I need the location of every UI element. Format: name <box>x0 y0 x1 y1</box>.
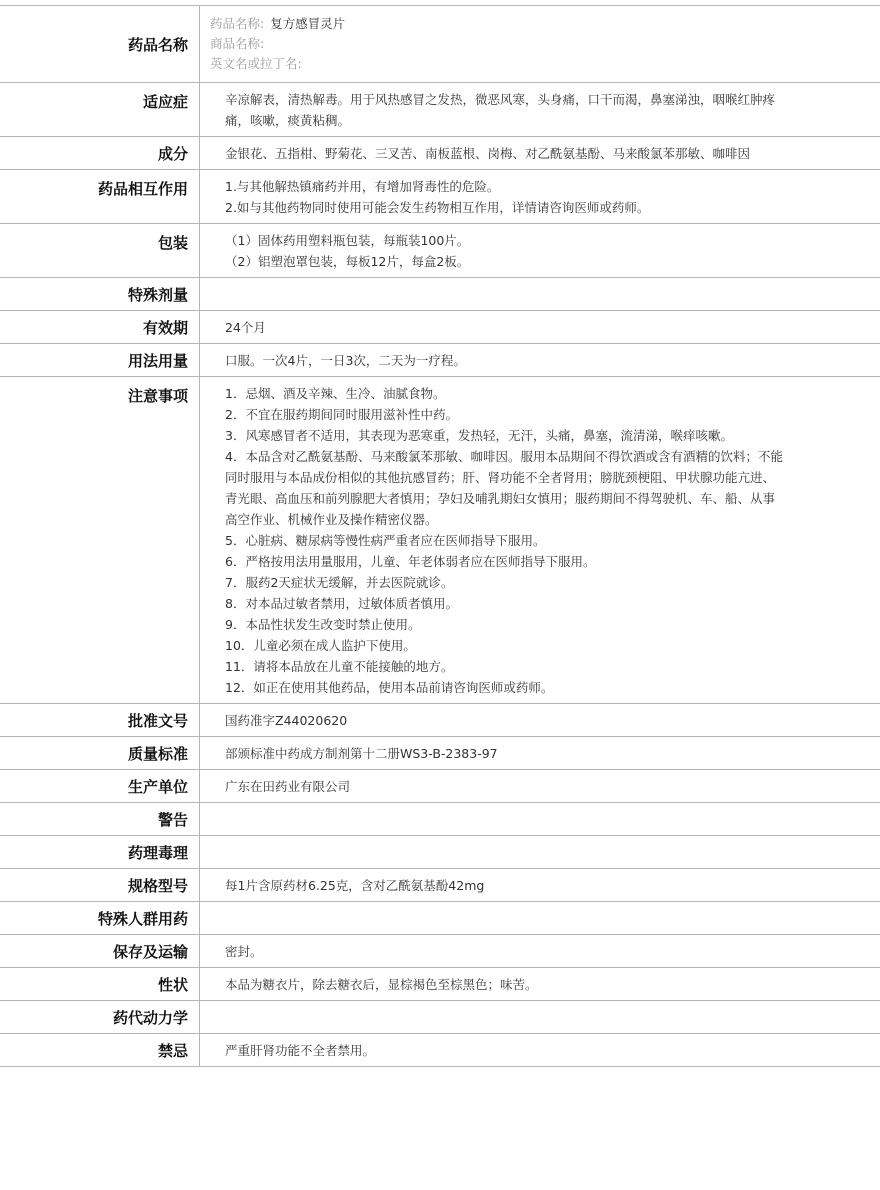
table-row <box>0 704 880 737</box>
value-line: 9．本品性状发生改变时禁止使用。 <box>225 617 421 632</box>
value-line: 1．忌烟、酒及辛辣、生冷、油腻食物。 <box>225 386 446 401</box>
drug-info-table <box>0 5 880 1067</box>
value-line: 12．如正在使用其他药品，使用本品前请咨询医师或药师。 <box>225 680 554 695</box>
table-row <box>0 737 880 770</box>
row-label: 警告 <box>0 803 200 835</box>
row-label: 特殊人群用药 <box>0 902 200 934</box>
value-line: 国药准字Z44020620 <box>225 713 348 728</box>
row-value <box>200 836 880 868</box>
english-name-line <box>210 54 880 74</box>
row-value <box>200 170 880 223</box>
drug-name-block <box>200 6 880 82</box>
value-line: （1）固体药用塑料瓶包装，每瓶装100片。 <box>225 233 470 248</box>
generic-name-key: 药品名称: <box>210 16 265 31</box>
value-line: 2．不宜在服药期间同时服用滋补性中药。 <box>225 407 458 422</box>
row-label: 包装 <box>0 224 200 277</box>
row-label: 注意事项 <box>0 377 200 703</box>
table-row <box>0 344 880 377</box>
table-row <box>0 83 880 137</box>
row-label: 药理毒理 <box>0 836 200 868</box>
row-value <box>200 377 880 703</box>
row-label: 质量标准 <box>0 737 200 769</box>
row-value <box>200 137 880 169</box>
table-row <box>0 278 880 311</box>
row-value <box>200 344 880 376</box>
row-label: 批准文号 <box>0 704 200 736</box>
value-line: 辛凉解表，清热解毒。用于风热感冒之发热，微恶风寒，头身痛，口干而渴，鼻塞涕浊，咽喉红肿疼痛，咳嗽，痰黄粘稠。 <box>225 92 776 128</box>
value-line: 严重肝肾功能不全者禁用。 <box>225 1043 376 1058</box>
value-line: 本品为糖衣片，除去糖衣后，显棕褐色至棕黑色；味苦。 <box>225 977 538 992</box>
value-line: 1.与其他解热镇痛药并用，有增加肾毒性的危险。 <box>225 179 500 194</box>
row-label: 药品名称 <box>0 6 200 82</box>
row-label: 药代动力学 <box>0 1001 200 1033</box>
row-label: 有效期 <box>0 311 200 343</box>
table-row <box>0 968 880 1001</box>
table-row <box>0 836 880 869</box>
table-row <box>0 902 880 935</box>
table-row <box>0 935 880 968</box>
row-value <box>200 968 880 1000</box>
row-value <box>200 902 880 934</box>
value-line: 2.如与其他药物同时使用可能会发生药物相互作用，详情请咨询医师或药师。 <box>225 200 650 215</box>
value-line: 6．严格按用法用量服用，儿童、年老体弱者应在医师指导下服用。 <box>225 554 596 569</box>
row-label: 药品相互作用 <box>0 170 200 223</box>
row-value <box>200 1001 880 1033</box>
row-value <box>200 83 880 136</box>
value-line: 口服。一次4片，一日3次，二天为一疗程。 <box>225 353 466 368</box>
row-value <box>200 311 880 343</box>
row-label: 禁忌 <box>0 1034 200 1066</box>
table-row <box>0 137 880 170</box>
table-row <box>0 1034 880 1067</box>
trade-name-line <box>210 34 880 54</box>
value-line: （2）铝塑泡罩包装，每板12片，每盒2板。 <box>225 254 470 269</box>
table-row <box>0 1001 880 1034</box>
value-line: 4．本品含对乙酰氨基酚、马来酸氯苯那敏、咖啡因。服用本品期间不得饮酒或含有酒精的饮料；不能同时服用与本品成份相似的其他抗感冒药；肝、肾功能不全者肾用；膀胱颈梗阻、甲状腺功能亢进、青光眼、高血压和前列腺肥大者慎用；孕妇及哺乳期妇女慎用；服药期间不得驾驶机、车、船、从事高空作业、机械作业及操作精密仪器。 <box>225 449 783 527</box>
value-line: 金银花、五指柑、野菊花、三叉苦、南板蓝根、岗梅、对乙酰氨基酚、马来酸氯苯那敏、咖啡因 <box>225 146 751 161</box>
value-line: 8．对本品过敏者禁用，过敏体质者慎用。 <box>225 596 458 611</box>
row-drug-name <box>0 6 880 83</box>
generic-name-line <box>210 14 880 34</box>
value-line: 密封。 <box>225 944 263 959</box>
table-row <box>0 377 880 704</box>
value-line: 部颁标准中药成方制剂第十二册WS3-B-2383-97 <box>225 746 498 761</box>
row-value <box>200 935 880 967</box>
row-label: 生产单位 <box>0 770 200 802</box>
value-line: 24个月 <box>225 320 266 335</box>
generic-name-value: 复方感冒灵片 <box>270 16 346 31</box>
row-value <box>200 1034 880 1066</box>
row-value <box>200 737 880 769</box>
row-label: 性状 <box>0 968 200 1000</box>
row-label: 适应症 <box>0 83 200 136</box>
value-line: 11．请将本品放在儿童不能接触的地方。 <box>225 659 454 674</box>
value-line: 10．儿童必须在成人监护下使用。 <box>225 638 416 653</box>
row-value <box>200 869 880 901</box>
value-line: 每1片含原药材6.25克，含对乙酰氨基酚42mg <box>225 878 485 893</box>
value-line: 7．服药2天症状无缓解，并去医院就诊。 <box>225 575 454 590</box>
english-name-key: 英文名或拉丁名: <box>210 56 302 71</box>
row-label: 成分 <box>0 137 200 169</box>
row-label: 用法用量 <box>0 344 200 376</box>
row-value <box>200 278 880 310</box>
row-label: 特殊剂量 <box>0 278 200 310</box>
table-row <box>0 803 880 836</box>
table-row <box>0 770 880 803</box>
value-line: 广东在田药业有限公司 <box>225 779 351 794</box>
table-row <box>0 170 880 224</box>
row-value <box>200 770 880 802</box>
value-line: 5．心脏病、糖尿病等慢性病严重者应在医师指导下服用。 <box>225 533 546 548</box>
table-row <box>0 224 880 278</box>
row-value <box>200 704 880 736</box>
trade-name-key: 商品名称: <box>210 36 265 51</box>
table-row <box>0 869 880 902</box>
value-line: 3．风寒感冒者不适用，其表现为恶寒重，发热轻，无汗，头痛，鼻塞，流清涕，喉痒咳嗽。 <box>225 428 733 443</box>
row-label: 规格型号 <box>0 869 200 901</box>
table-row <box>0 311 880 344</box>
row-label: 保存及运输 <box>0 935 200 967</box>
row-value <box>200 803 880 835</box>
row-value <box>200 224 880 277</box>
